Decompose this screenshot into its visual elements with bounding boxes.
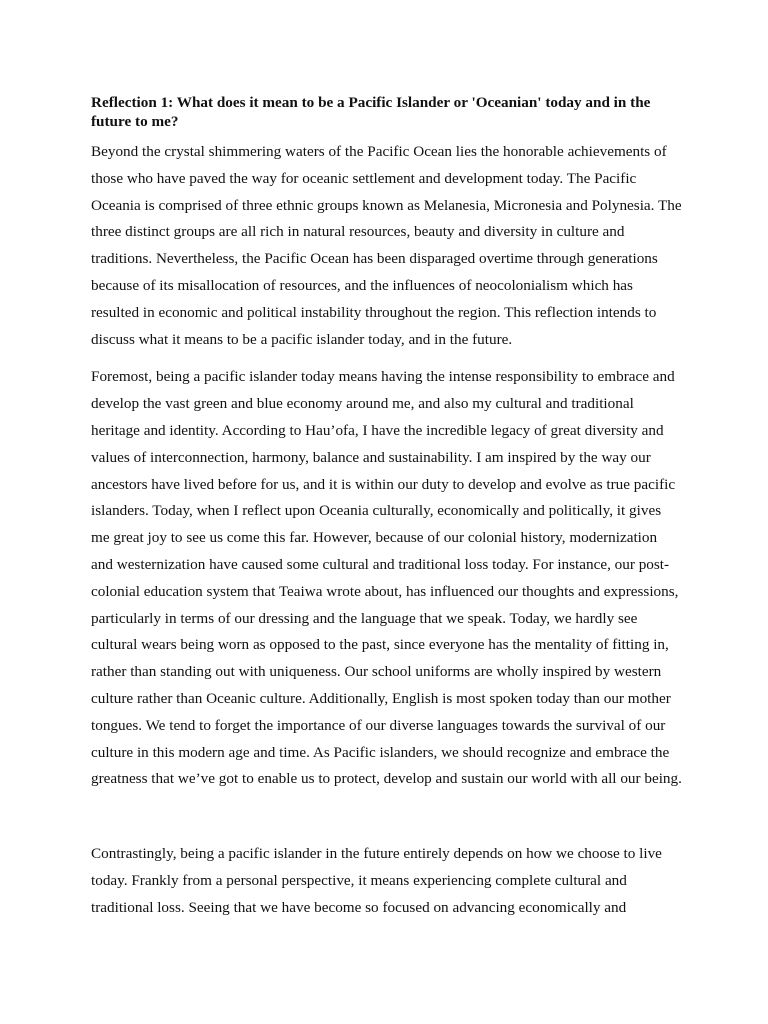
paragraph-line: Contrastingly, being a pacific islander in the future entirely depends on how we choose to live: [91, 845, 662, 863]
paragraph-line: islanders. Today, when I reflect upon Oceania culturally, economically and politically, it gives: [91, 502, 662, 520]
heading-line: future to me?: [91, 113, 179, 130]
paragraph-line: heritage and identity. According to Hau’ofa, I have the incredible legacy of great diversity and: [91, 421, 664, 439]
paragraph-today: [91, 364, 681, 793]
paragraph-line: Beyond the crystal shimmering waters of the Pacific Ocean lies the honorable achievements of: [91, 143, 667, 160]
paragraph-line: those who have paved the way for oceanic settlement and development today. The Pacific: [91, 169, 637, 187]
paragraph-line: Foremost, being a pacific islander today means having the intense responsibility to embrace and: [91, 368, 675, 386]
paragraph-line: ancestors have lived before for us, and it is within our duty to develop and evolve as true pacific: [91, 475, 676, 493]
paragraph-line: particularly in terms of our dressing and the language that we speak. Today, we hardly see: [91, 609, 638, 627]
paragraph-line: traditional loss. Seeing that we have become so focused on advancing economically and: [91, 898, 627, 916]
paragraph-line: traditions. Nevertheless, the Pacific Ocean has been disparaged overtime through generations: [91, 250, 658, 268]
paragraph-line: today. Frankly from a personal perspective, it means experiencing complete cultural and: [91, 871, 627, 889]
paragraph-line: culture rather than Oceanic culture. Additionally, English is most spoken today than our mother: [91, 689, 671, 707]
paragraph-future: [91, 841, 681, 921]
paragraph-line: resulted in economic and political instability throughout the region. This reflection intends to: [91, 303, 657, 321]
paragraph-line: because of its misallocation of resources, and the influences of neocolonialism which has: [91, 276, 633, 294]
paragraph-line: rather than standing out with uniqueness. Our school uniforms are wholly inspired by western: [91, 663, 662, 681]
paragraph-line: tongues. We tend to forget the importance of our diverse languages towards the survival of our: [91, 716, 666, 734]
paragraph-line: and westernization have caused some cultural and traditional loss today. For instance, our post-: [91, 555, 670, 573]
reflection-heading: [91, 93, 681, 131]
paragraph-line: values of interconnection, harmony, balance and sustainability. I am inspired by the way our: [91, 448, 651, 466]
paragraph-line: three distinct groups are all rich in natural resources, beauty and diversity in culture and: [91, 223, 625, 241]
document-body: [91, 93, 681, 922]
paragraph-line: greatness that we’ve got to enable us to protect, develop and sustain our world with all our being.: [91, 770, 682, 788]
paragraph-line: Oceania is comprised of three ethnic groups known as Melanesia, Micronesia and Polynesia. The: [91, 196, 682, 214]
paragraph-line: develop the vast green and blue economy around me, and also my cultural and traditional: [91, 395, 634, 413]
paragraph-line: colonial education system that Teaiwa wrote about, has influenced our thoughts and expressions,: [91, 582, 679, 600]
paragraph-line: cultural wears being worn as opposed to the past, since everyone has the mentality of fitting in,: [91, 636, 669, 654]
paragraph-line: culture in this modern age and time. As Pacific islanders, we should recognize and embrace the: [91, 743, 670, 761]
paragraph-line: me great joy to see us come this far. However, because of our colonial history, modernization: [91, 529, 658, 547]
paragraph-introduction: [91, 139, 681, 353]
heading-line: Reflection 1: What does it mean to be a Pacific Islander or 'Oceanian' today and in the: [91, 94, 651, 111]
paragraph-line: discuss what it means to be a pacific islander today, and in the future.: [91, 330, 513, 348]
